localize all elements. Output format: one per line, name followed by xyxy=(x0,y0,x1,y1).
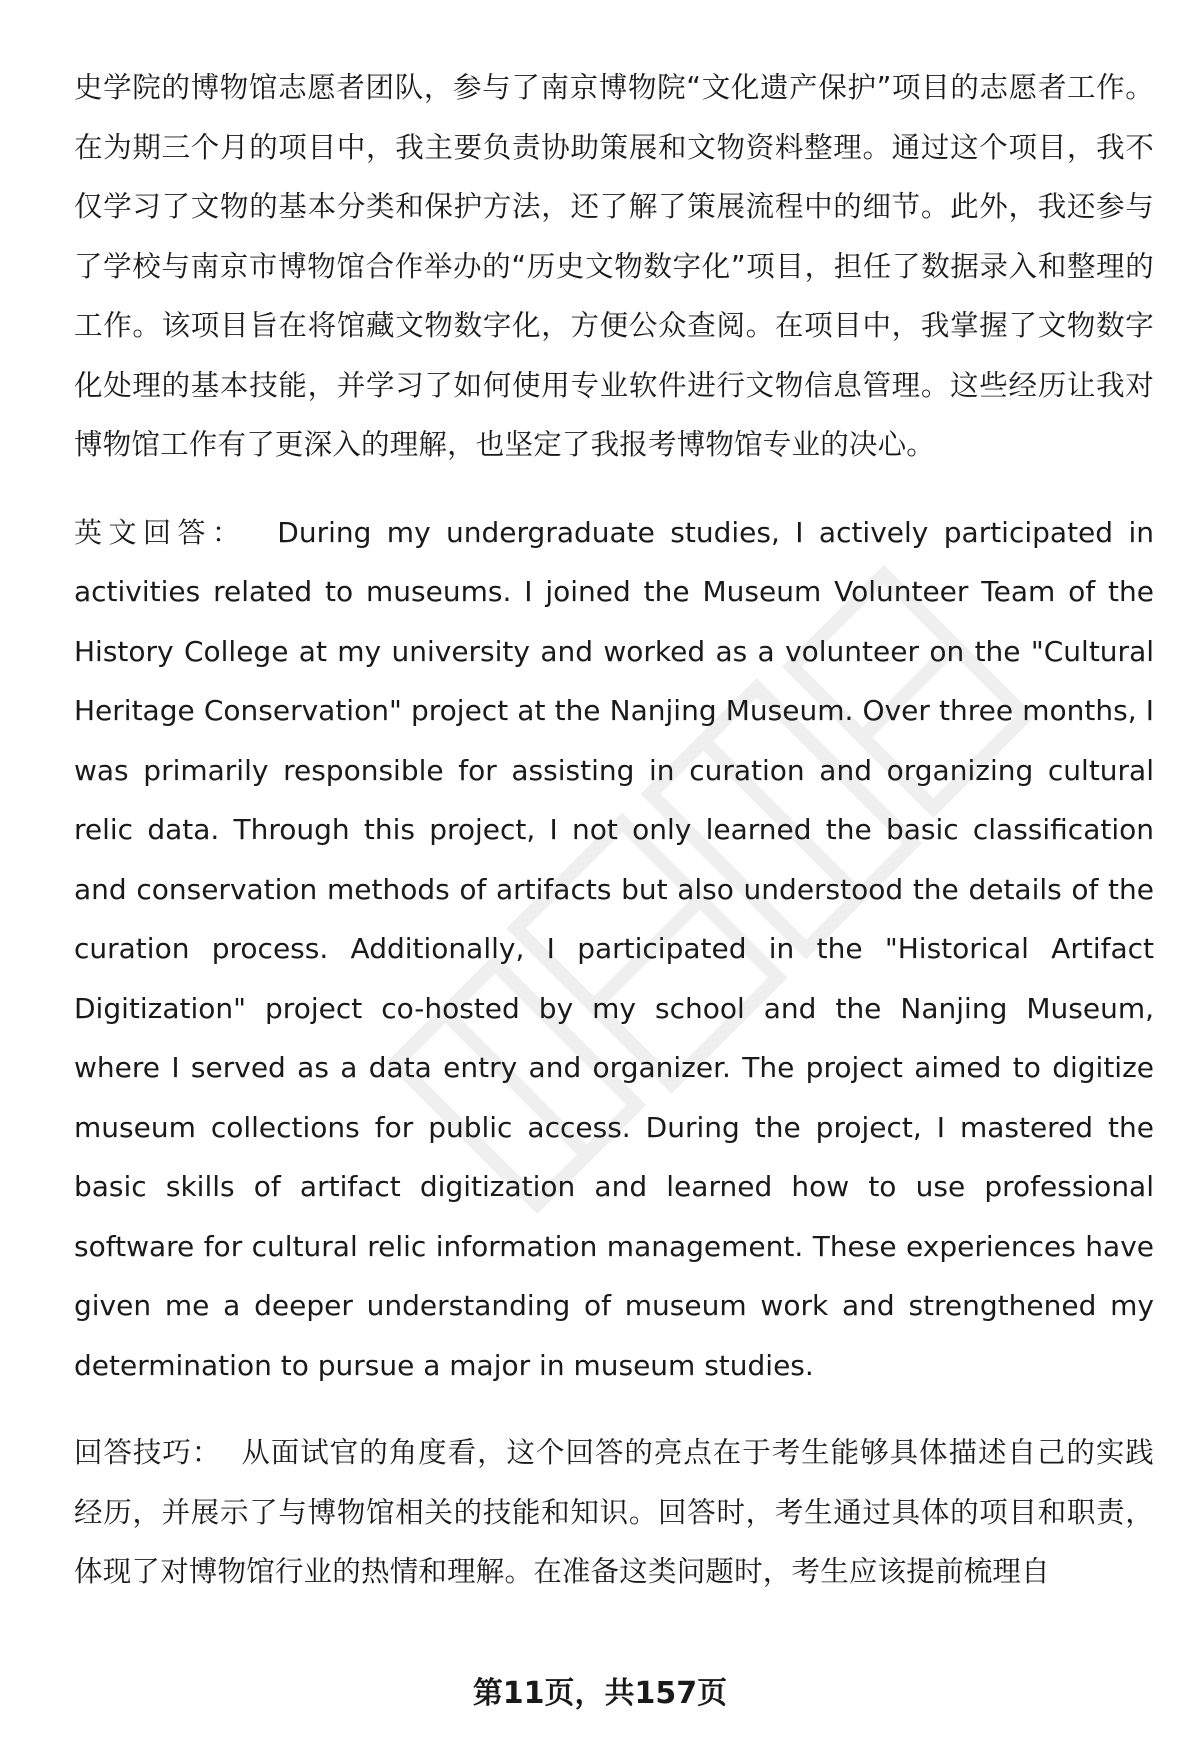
page-number: 第11页，共157页 xyxy=(472,1676,728,1711)
answer-tips-label: 回答技巧： xyxy=(74,1436,222,1469)
english-answer-text: During my undergraduate studies, I actively participated in activities related to museums. I joined the Museum Volunteer Team of the History College at my university and worked as a volunteer on the "Cultural Heritage Conservation" project at the Nanjing Museum. Over three months, I was primarily responsible for assisting in curation and organizing cultural relic data. Through this project, I not only learned the basic classification and conservation methods of artifacts but also understood the details of the curation process. Additionally, I participated in the "Historical Artifact Digitization" project co-hosted by my school and the Nanjing Museum, where I served as a data entry and organizer. The project aimed to digitize museum collections for public access. During the project, I mastered the basic skills of artifact digitization and learned how to use professional software for cultural relic information management. These experiences have given me a deeper understanding of museum work and strengthened my determination to pursue a major in museum studies. xyxy=(74,515,1154,1382)
paragraph-english-answer xyxy=(74,503,1154,1396)
english-answer-label: 英文回答： xyxy=(74,515,247,549)
paragraph-chinese-answer: 史学院的博物馆志愿者团队，参与了南京博物院“文化遗产保护”项目的志愿者工作。在为期三个月的项目中，我主要负责协助策展和文物资料整理。通过这个项目，我不仅学习了文物的基本分类和保护方法，还了解了策展流程中的细节。此外，我还参与了学校与南京市博物馆合作举办的“历史文物数字化”项目，担任了数据录入和整理的工作。该项目旨在将馆藏文物数字化，方便公众查阅。在项目中，我掌握了文物数字化处理的基本技能，并学习了如何使用专业软件进行文物信息管理。这些经历让我对博物馆工作有了更深入的理解，也坚定了我报考博物馆专业的决心。 xyxy=(74,71,1154,461)
answer-tips-text: 从面试官的角度看，这个回答的亮点在于考生能够具体描述自己的实践经历，并展示了与博物馆相关的技能和知识。回答时，考生通过具体的项目和职责，体现了对博物馆行业的热情和理解。在准备这类问题时，考生应该提前梳理自 xyxy=(74,1436,1154,1588)
paragraph-answer-tips xyxy=(74,1423,1154,1602)
main-content xyxy=(74,58,1154,1602)
